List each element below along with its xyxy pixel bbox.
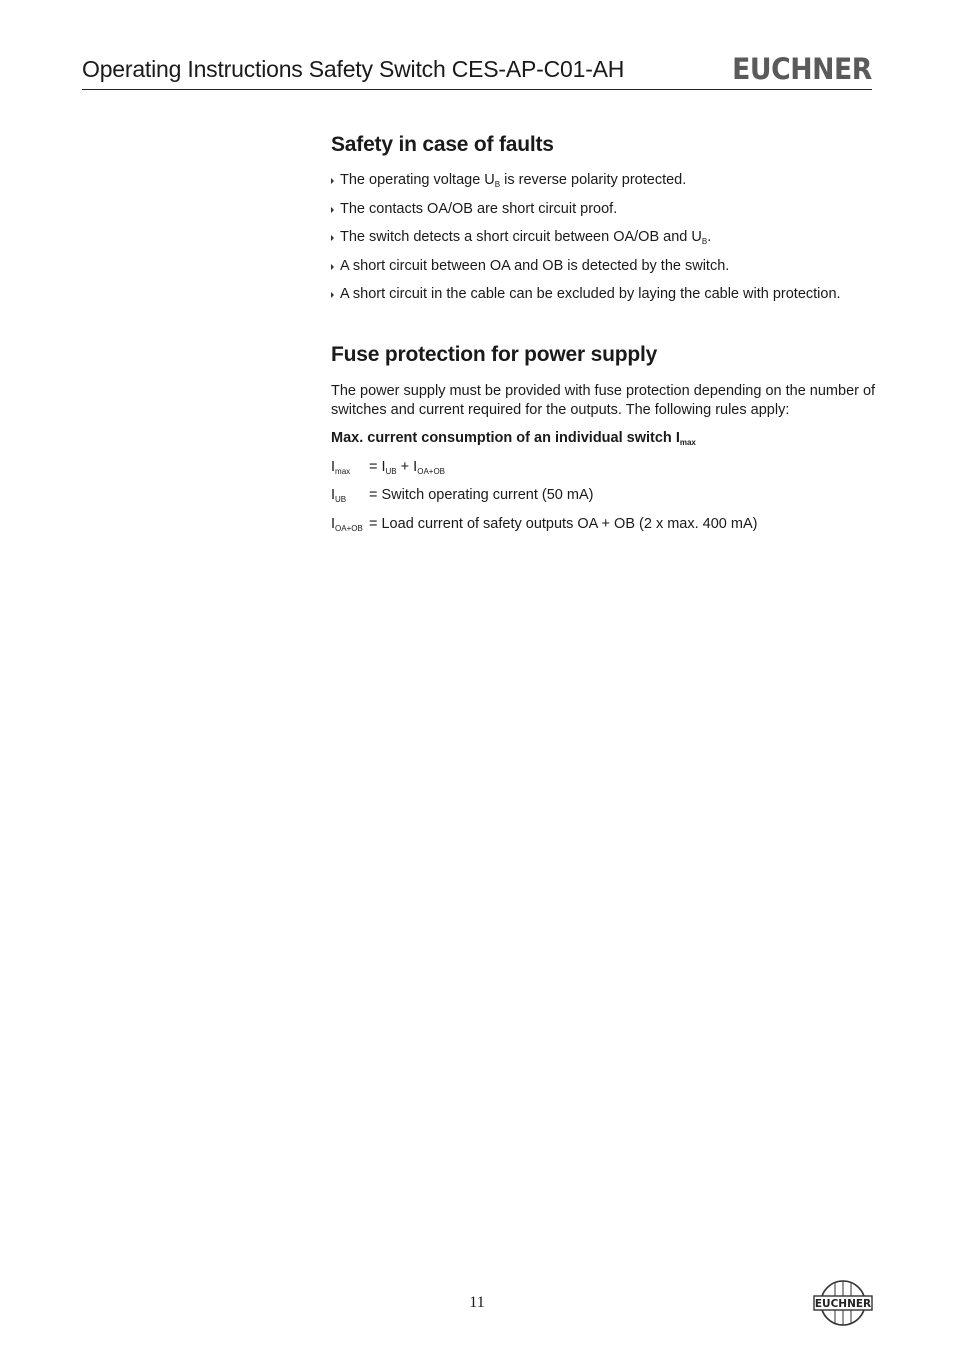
- page-number: 11: [469, 1294, 485, 1311]
- brand-logo-text: EUCHNER: [732, 52, 872, 86]
- list-item: A short circuit between OA and OB is detected by the switch.: [331, 258, 841, 287]
- bullet-triangle-icon: [331, 264, 334, 270]
- document-title: Operating Instructions Safety Switch CES-AP-C01-AH: [82, 56, 625, 82]
- formula-symbol: $I_{UB}$: [331, 487, 347, 504]
- formula-definition: = Switch operating current (50 mA): [369, 487, 594, 503]
- formula-symbol: $I_{OA+OB}$: [331, 516, 363, 533]
- list-item: A short circuit in the cable can be excluded by laying the cable with protection.: [331, 286, 841, 315]
- fuse-paragraph: The power supply must be provided with fuse protection depending on the number of switches and current required for the outputs. The following rules apply:: [331, 383, 876, 418]
- section-title-fuse: Fuse protection for power supply: [331, 343, 658, 366]
- list-item: The operating voltage $U_B$ is reverse polarity protected.: [331, 172, 841, 201]
- formula-symbol: $I_{max}$: [331, 459, 351, 476]
- bullet-triangle-icon: [331, 292, 334, 298]
- bullet-triangle-icon: [331, 235, 334, 241]
- list-item: The switch detects a short circuit between OA/OB and $U_B$.: [331, 229, 841, 258]
- list-item: The contacts OA/OB are short circuit proof.: [331, 201, 841, 230]
- formula-definition: = Load current of safety outputs OA + OB (2 x max. 400 mA): [369, 516, 758, 532]
- page-header: [82, 52, 872, 90]
- bullet-triangle-icon: [331, 207, 334, 213]
- section-title-faults: Safety in case of faults: [331, 133, 554, 156]
- fuse-subheading: Max. current consumption of an individual switch $I_{max}$: [331, 430, 696, 447]
- faults-bullet-list: [331, 172, 841, 315]
- formula-definition: = $I_{UB} + I_{OA+OB}$: [369, 459, 446, 476]
- euchner-logo-icon: [812, 1279, 874, 1327]
- bullet-triangle-icon: [331, 178, 334, 184]
- logo-text: EUCHNER: [814, 1298, 872, 1310]
